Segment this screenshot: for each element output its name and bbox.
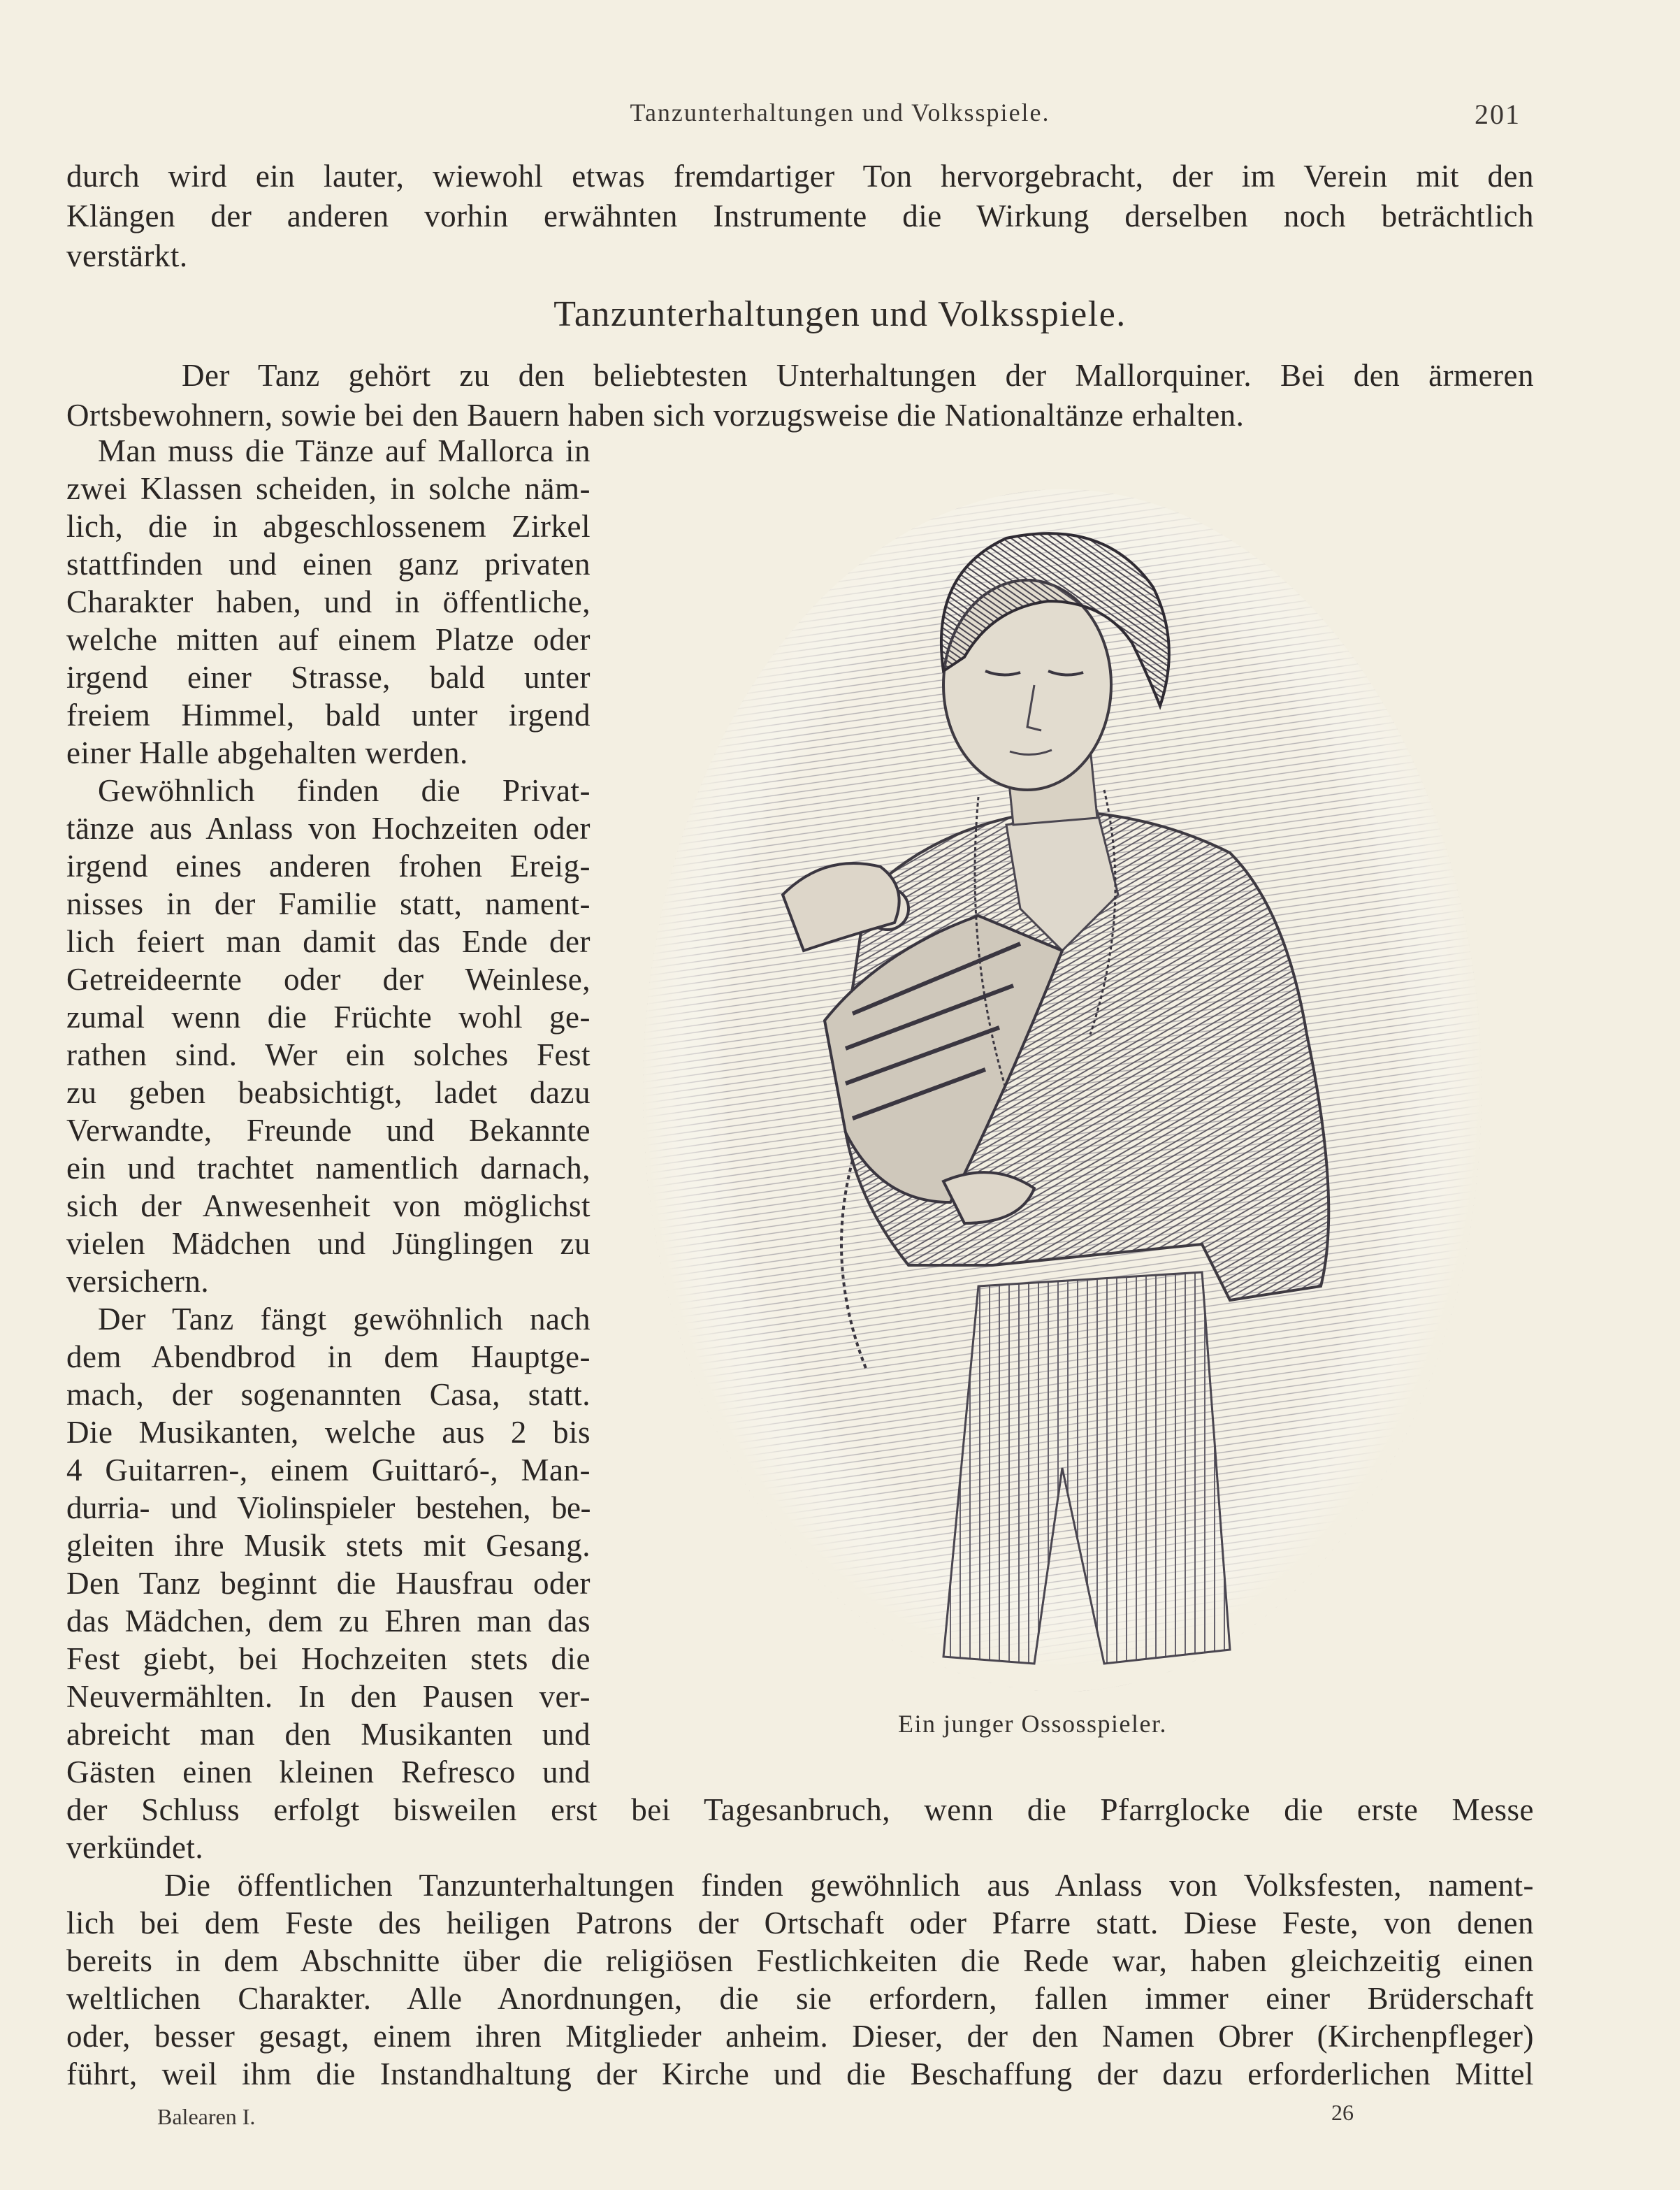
text-line: durch wird ein lauter, wiewohl etwas fremdartiger Ton hervorgebracht, der im Verein mit den: [66, 159, 1534, 194]
text-line: tänze aus Anlass von Hochzeiten oder: [66, 811, 591, 846]
text-line: Der Tanz fängt gewöhnlich nach: [98, 1302, 591, 1337]
text-line: vielen Mädchen und Jünglingen zu: [66, 1226, 591, 1261]
text-line: irgend einer Strasse, bald unter: [66, 660, 591, 695]
text-line: lich feiert man damit das Ende der: [66, 924, 591, 959]
text-line: Charakter haben, und in öffentliche,: [66, 584, 591, 619]
text-line: weltlichen Charakter. Alle Anordnungen, die sie erfordern, fallen immer einer Brüderschaft: [66, 1981, 1534, 2016]
text-line: Der Tanz gehört zu den beliebtesten Unterhaltungen der Mallorquiner. Bei den ärmeren: [182, 358, 1534, 393]
text-line: stattfinden und einen ganz privaten: [66, 547, 591, 582]
text-line: Gästen einen kleinen Refresco und: [66, 1755, 591, 1789]
text-line: Verwandte, Freunde und Bekannte: [66, 1113, 591, 1148]
text-line: der Schluss erfolgt bisweilen erst bei Tagesanbruch, wenn die Pfarrglocke die erste Messe: [66, 1792, 1534, 1827]
text-line: durria- und Violinspieler bestehen, be-: [66, 1490, 591, 1525]
text-line: Man muss die Tänze auf Mallorca in: [98, 433, 591, 468]
text-line: abreicht man den Musikanten und: [66, 1717, 591, 1752]
engraving-illustration: [615, 461, 1509, 1692]
text-line: Den Tanz beginnt die Hausfrau oder: [66, 1566, 591, 1601]
text-line: zumal wenn die Früchte wohl ge-: [66, 1000, 591, 1035]
text-line: Die Musikanten, welche aus 2 bis: [66, 1415, 591, 1450]
text-line: Die öffentlichen Tanzunterhaltungen finden gewöhnlich aus Anlass von Volksfesten, nament-: [164, 1868, 1534, 1903]
running-head: Tanzunterhaltungen und Volksspiele.: [630, 99, 1050, 127]
text-line: lich, die in abgeschlossenem Zirkel: [66, 509, 591, 544]
text-line: verstärkt.: [66, 238, 188, 273]
text-line: 4 Guitarren-, einem Guittaró-, Man-: [66, 1453, 591, 1487]
text-line: zu geben beabsichtigt, ladet dazu: [66, 1075, 591, 1110]
text-line: bereits in dem Abschnitte über die religiösen Festlichkeiten die Rede war, haben gleichzeitig einen: [66, 1943, 1534, 1978]
text-line: Fest giebt, bei Hochzeiten stets die: [66, 1641, 591, 1676]
text-line: irgend eines anderen frohen Ereig-: [66, 849, 591, 884]
text-line: rathen sind. Wer ein solches Fest: [66, 1037, 591, 1072]
text-line: einer Halle abgehalten werden.: [66, 735, 468, 770]
page-number: 201: [1475, 99, 1521, 130]
figure-caption: Ein junger Ossosspieler.: [898, 1710, 1167, 1738]
text-line: nisses in der Familie statt, nament-: [66, 886, 591, 921]
text-line: ein und trachtet namentlich darnach,: [66, 1151, 591, 1186]
text-line: freiem Himmel, bald unter irgend: [66, 698, 591, 733]
text-line: versichern.: [66, 1264, 210, 1299]
section-heading: Tanzunterhaltungen und Volksspiele.: [553, 294, 1127, 334]
text-line: mach, der sogenannten Casa, statt.: [66, 1377, 591, 1412]
text-line: lich bei dem Feste des heiligen Patrons der Ortschaft oder Pfarre statt. Diese Feste, von denen: [66, 1906, 1534, 1940]
footer-sheet-number: 26: [1331, 2100, 1354, 2125]
text-line: Neuvermählten. In den Pausen ver-: [66, 1679, 591, 1714]
text-line: welche mitten auf einem Platze oder: [66, 622, 591, 657]
text-line: sich der Anwesenheit von möglichst: [66, 1188, 591, 1223]
text-line: Getreideernte oder der Weinlese,: [66, 962, 591, 997]
text-line: Klängen der anderen vorhin erwähnten Instrumente die Wirkung derselben noch beträchtlich: [66, 199, 1534, 233]
text-line: das Mädchen, dem zu Ehren man das: [66, 1604, 591, 1638]
footer-signature: Balearen I.: [157, 2104, 256, 2129]
text-line: Gewöhnlich finden die Privat-: [98, 773, 591, 808]
text-line: Ortsbewohnern, sowie bei den Bauern haben sich vorzugsweise die Nationaltänze erhalten.: [66, 398, 1245, 433]
text-line: gleiten ihre Musik stets mit Gesang.: [66, 1528, 591, 1563]
text-line: verkündet.: [66, 1830, 204, 1865]
text-line: oder, besser gesagt, einem ihren Mitglieder anheim. Dieser, der den Namen Obrer (Kirchenpfleger): [66, 2019, 1534, 2054]
text-line: dem Abendbrod in dem Hauptge-: [66, 1339, 591, 1374]
text-line: führt, weil ihm die Instandhaltung der Kirche und die Beschaffung der dazu erforderlichen Mittel: [66, 2056, 1534, 2091]
text-line: zwei Klassen scheiden, in solche näm-: [66, 471, 591, 506]
